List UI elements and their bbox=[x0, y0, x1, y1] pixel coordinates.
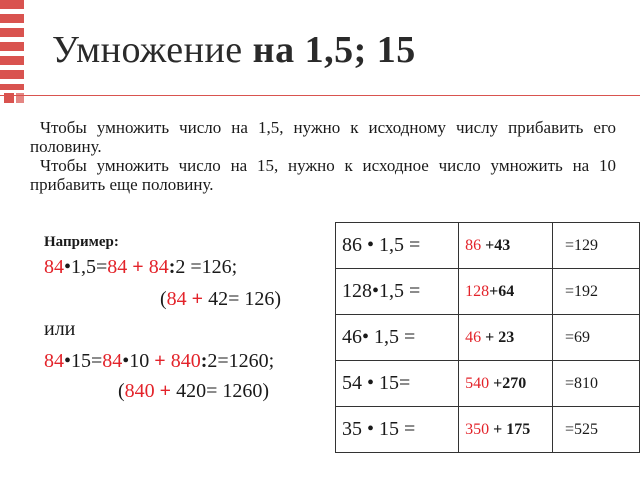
answer-cell: 86 +43 bbox=[459, 223, 553, 269]
table-row bbox=[336, 407, 640, 453]
title-divider bbox=[0, 95, 640, 96]
table-row bbox=[336, 223, 640, 269]
example-line-3: 84•15=84•10 + 840:2=1260; bbox=[44, 350, 275, 372]
example-line-2: (84 + 42= 126) bbox=[160, 288, 282, 310]
table-row bbox=[336, 269, 640, 315]
table-row bbox=[336, 315, 640, 361]
answer-cell: 540 +270 bbox=[459, 361, 553, 407]
page-title: Умножение на 1,5; 15 bbox=[52, 29, 416, 71]
example-heading: Например: bbox=[44, 234, 119, 250]
rule-2: Чтобы умножить число на 15, нужно к исходное число умножить на 10 прибавить еще половину. bbox=[30, 156, 616, 194]
result-cell: =192 bbox=[553, 269, 640, 315]
decorative-stripes bbox=[0, 0, 24, 100]
example-or: или bbox=[44, 318, 76, 340]
table-row bbox=[336, 361, 640, 407]
answer-cell: 350 + 175 bbox=[459, 407, 553, 453]
exercise-table bbox=[335, 222, 640, 453]
expression-cell: 46• 1,5 = bbox=[336, 315, 459, 361]
example-line-1: 84•1,5=84 + 84:2 =126; bbox=[44, 256, 238, 278]
answer-cell: 128+64 bbox=[459, 269, 553, 315]
divider-marker bbox=[4, 93, 14, 103]
example-line-4: (840 + 420= 1260) bbox=[118, 380, 270, 402]
divider-marker-2 bbox=[16, 93, 24, 103]
expression-cell: 128•1,5 = bbox=[336, 269, 459, 315]
result-cell: =69 bbox=[553, 315, 640, 361]
result-cell: =129 bbox=[553, 223, 640, 269]
expression-cell: 86 • 1,5 = bbox=[336, 223, 459, 269]
expression-cell: 54 • 15= bbox=[336, 361, 459, 407]
expression-cell: 35 • 15 = bbox=[336, 407, 459, 453]
result-cell: =810 bbox=[553, 361, 640, 407]
result-cell: =525 bbox=[553, 407, 640, 453]
rule-1: Чтобы умножить число на 1,5, нужно к исходному числу прибавить его половину. bbox=[30, 118, 616, 156]
answer-cell: 46 + 23 bbox=[459, 315, 553, 361]
